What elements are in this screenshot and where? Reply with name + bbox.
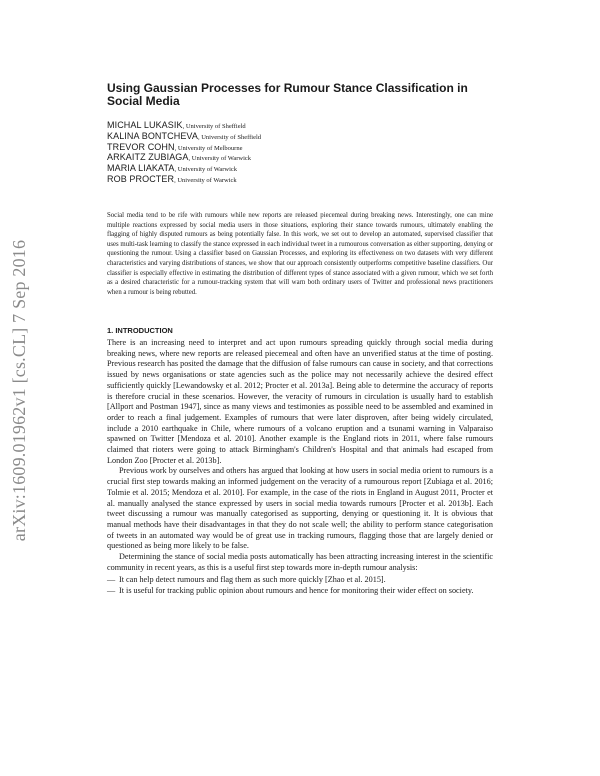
author-affiliation: , University of Warwick <box>174 176 237 184</box>
bullet-list <box>107 575 493 596</box>
section-heading-introduction: 1. INTRODUCTION <box>107 326 173 335</box>
author-affiliation: , University of Sheffield <box>197 133 262 141</box>
bullet-item <box>107 575 493 586</box>
author-entry <box>107 119 487 130</box>
author-entry <box>107 173 487 184</box>
bullet-dash: — <box>107 586 116 596</box>
bullet-text: It can help detect rumours and flag them as such more quickly [Zhao et al. 2015]. <box>119 575 386 585</box>
author-affiliation: , University of Warwick <box>174 166 238 174</box>
author-entry <box>107 151 487 162</box>
author-name: TREVOR COHN <box>107 141 175 152</box>
author-affiliation: , University of Sheffield <box>182 123 246 130</box>
paper-title: Using Gaussian Processes for Rumour Stance Classification in Social Media <box>107 81 468 108</box>
introduction-body <box>107 338 493 597</box>
arxiv-identifier <box>2 200 38 580</box>
author-entry <box>107 162 487 173</box>
author-name: MICHAL LUKASIK <box>107 120 183 130</box>
body-paragraph: There is an increasing need to interpret and act upon rumours spreading quickly through social media during breaking news, where new reports are released piecemeal and often have an unverified status at the time of posting. Previous research has posited the damage that the diffusion of false rumours can cause in society, and that corrections issued by news organisations or state agencies such as the police may not necessarily achieve the desired effect sufficiently quickly [Lewandowsky et al. 2012; Procter et al. 2013a]. Being able to determine the accuracy of reports is therefore crucial in these scenarios. However, the veracity of rumours in circulation is usually hard to establish [Allport and Postman 1947], since as many views and testimonies as possible need to be assembled and examined in order to reach a final judgement. Examples of rumours that were later disproven, after being widely circulated, include a 2010 earthquake in Chile, where rumours of a volcano eruption and a tsunami warning in Valparaiso spawned on Twitter [Mendoza et al. 2010]. Another example is the England riots in 2011, where false rumours claimed that rioters were going to attack Birmingham's Children's Hospital and that animals had escaped from London Zoo [Procter et al. 2013b]. <box>107 338 493 465</box>
bullet-dash: — <box>107 575 116 585</box>
author-name: KALINA BONTCHEVA <box>107 130 198 141</box>
bullet-text: It is useful for tracking public opinion about rumours and hence for monitoring their wider effect on society. <box>119 586 474 596</box>
author-affiliation: , University of Melbourne <box>174 144 243 152</box>
bullet-item <box>107 586 493 597</box>
author-name: ARKAITZ ZUBIAGA <box>107 152 189 163</box>
arxiv-identifier-text: arXiv:1609.01962v1 [cs.CL] 7 Sep 2016 <box>9 239 30 541</box>
author-entry <box>107 141 487 152</box>
author-list <box>107 119 487 184</box>
author-name: MARIA LIAKATA <box>107 163 175 174</box>
author-entry <box>107 130 487 141</box>
body-paragraph: Determining the stance of social media posts automatically has been attracting increasing interest in the scientific community in recent years, as this is a useful first step towards more in-depth rumour analysis: <box>107 552 493 572</box>
author-name: ROB PROCTER <box>107 173 175 184</box>
abstract: Social media tend to be rife with rumours while new reports are released piecemeal during breaking news. Interestingly, one can mine multiple reactions expressed by social media users in those situations, exploring their stance towards rumours, ultimately enabling the flagging of highly disputed rumours as being potentially false. In this work, we set out to develop an automated, supervised classifier that uses multi-task learning to classify the stance expressed in each individual tweet in a rumourous conversation as either supporting, denying or questioning the rumour. Using a classifier based on Gaussian Processes, and exploring its effectiveness on two datasets with very different characteristics and varying distributions of stances, we show that our approach consistently outperforms competitive baseline classifiers. Our classifier is especially effective in estimating the distribution of different types of stance associated with a given rumour, which we set forth as a desired characteristic for a rumour-tracking system that will warn both ordinary users of Twitter and professional news practitioners when a rumour is being rebutted. <box>107 212 493 296</box>
author-affiliation: , University of Warwick <box>188 155 252 163</box>
body-paragraph: Previous work by ourselves and others has argued that looking at how users in social media orient to rumours is a crucial first step towards making an informed judgement on the veracity of a rumourous report [Zubiaga et al. 2016; Tolmie et al. 2015; Mendoza et al. 2010]. For example, in the case of the riots in England in August 2011, Procter et al. manually analysed the stance expressed by users in social media towards rumours [Procter et al. 2013b]. Each tweet discussing a rumour was manually categorised as supporting, denying or questioning it. It is obvious that manual methods have their disadvantages in that they do not scale well; the ability to perform stance categorisation of tweets in an automated way would be of great use in tracking rumours, flagging those that are largely denied or questioned as being more likely to be false. <box>107 466 493 551</box>
